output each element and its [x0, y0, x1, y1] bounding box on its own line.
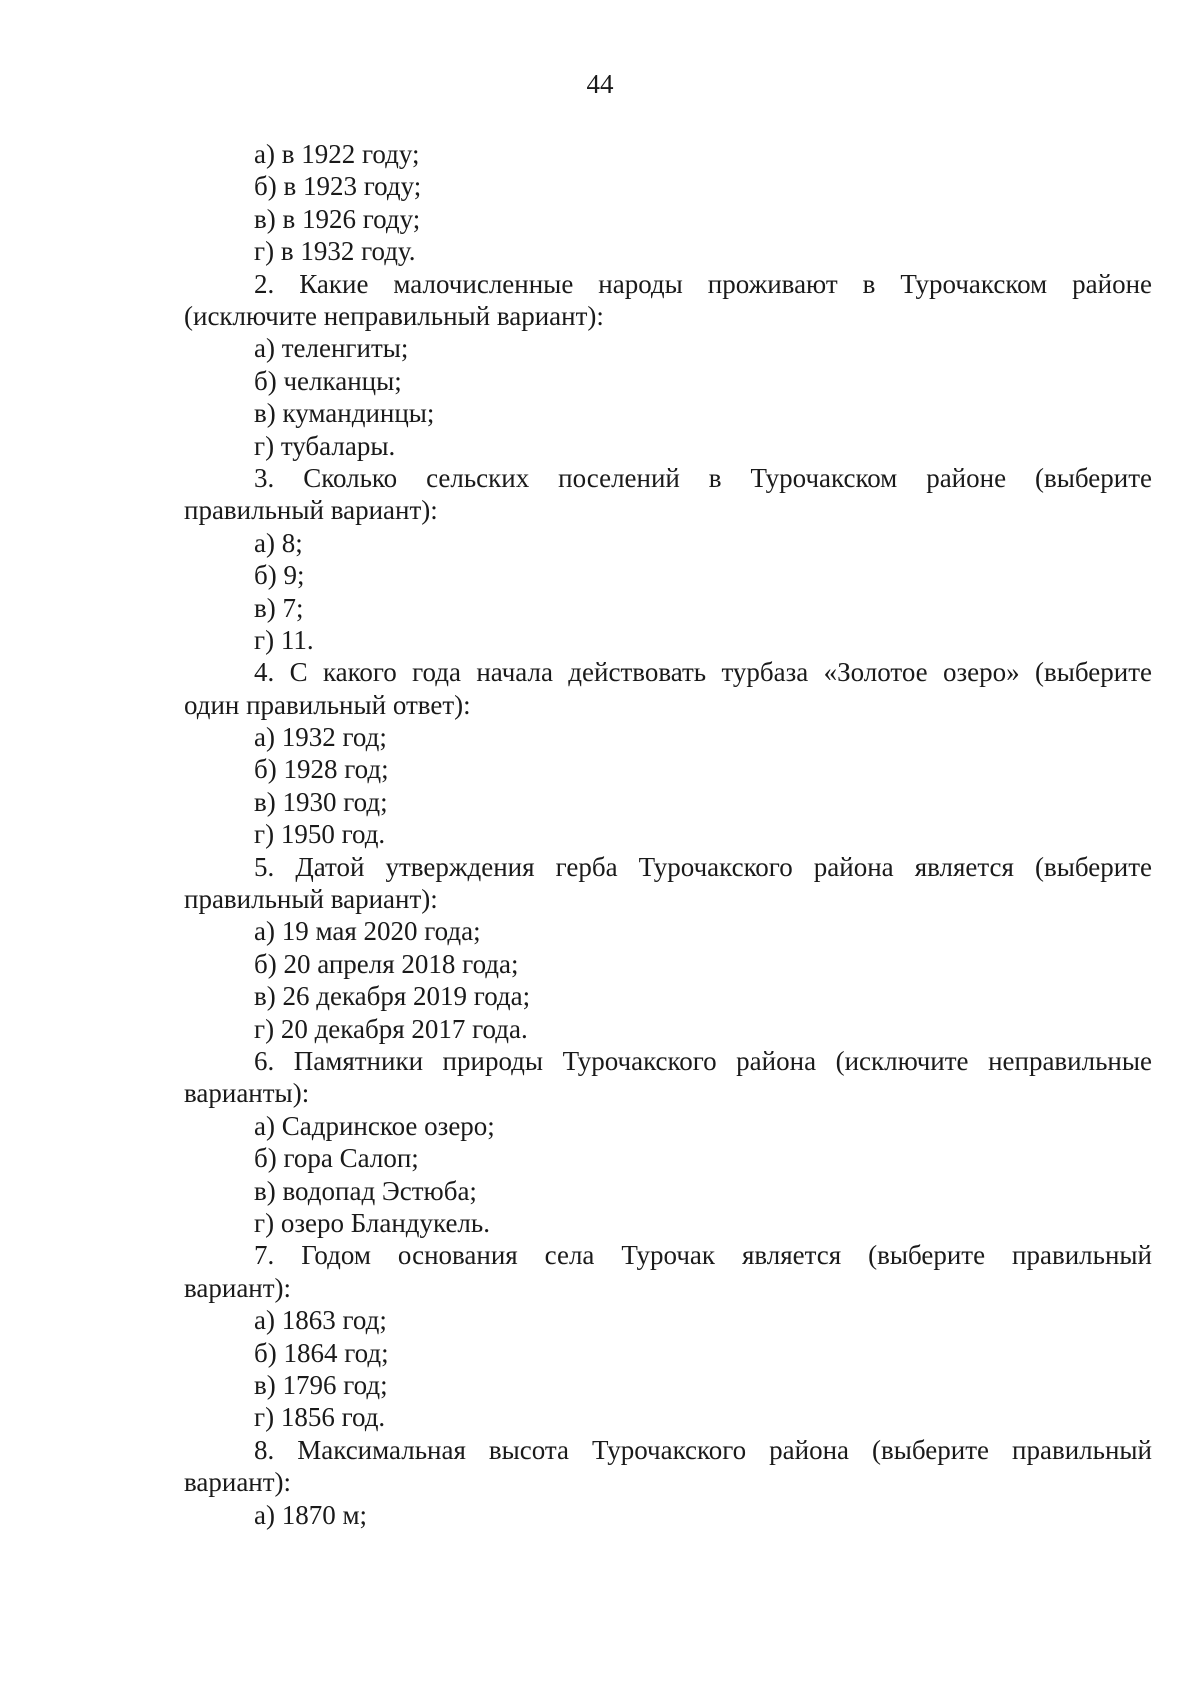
document-body	[184, 138, 1152, 1531]
q8-text-line2: вариант):	[184, 1467, 292, 1498]
q7-option-a: а) 1863 год;	[254, 1305, 387, 1336]
q2-text-line2: (исключите неправильный вариант):	[184, 300, 604, 331]
q5-option-g: г) 20 декабря 2017 года.	[254, 1013, 528, 1044]
q7-option-b: б) 1864 год;	[254, 1337, 389, 1368]
q2-option-a: а) теленгиты;	[254, 333, 409, 364]
q8-option-a: а) 1870 м;	[254, 1499, 368, 1530]
q2-option-v: в) кумандинцы;	[254, 398, 435, 429]
q4-option-g: г) 1950 год.	[254, 819, 386, 850]
q3-text-line2: правильный вариант):	[184, 495, 438, 526]
q5-option-b: б) 20 апреля 2018 года;	[254, 948, 519, 979]
q4-text-line2: один правильный ответ):	[184, 689, 471, 720]
q7-text-line1: 7. Годом основания села Турочак является (выберите правильный	[254, 1240, 1152, 1271]
q3-option-g: г) 11.	[254, 624, 314, 655]
q5-text-line2: правильный вариант):	[184, 884, 438, 915]
q3-text-line1: 3. Сколько сельских поселений в Турочакском районе (выберите	[254, 462, 1152, 493]
q6-option-b: б) гора Салоп;	[254, 1143, 419, 1174]
q1-option-a: а) в 1922 году;	[254, 139, 420, 169]
q6-option-v: в) водопад Эстюба;	[254, 1175, 477, 1206]
q4-option-a: а) 1932 год;	[254, 722, 387, 753]
q6-option-g: г) озеро Бландукель.	[254, 1207, 490, 1238]
q2-text-line1: 2. Какие малочисленные народы проживают в Турочакском районе	[254, 268, 1152, 299]
q5-option-v: в) 26 декабря 2019 года;	[254, 981, 531, 1012]
q7-option-g: г) 1856 год.	[254, 1402, 386, 1433]
q3-option-v: в) 7;	[254, 592, 304, 623]
q5-option-a: а) 19 мая 2020 года;	[254, 916, 481, 947]
q4-option-v: в) 1930 год;	[254, 786, 388, 817]
q1-option-b: б) в 1923 году;	[254, 171, 422, 202]
q4-text-line1: 4. С какого года начала действовать турбаза «Золотое озеро» (выберите	[254, 657, 1152, 688]
q2-option-b: б) челканцы;	[254, 365, 402, 396]
q7-text-line2: вариант):	[184, 1272, 292, 1303]
q5-text-line1: 5. Датой утверждения герба Турочакского района является (выберите	[254, 851, 1152, 882]
q6-option-a: а) Садринское озеро;	[254, 1110, 495, 1141]
q4-option-b: б) 1928 год;	[254, 754, 389, 785]
q3-option-a: а) 8;	[254, 527, 303, 558]
q1-option-v: в) в 1926 году;	[254, 203, 421, 234]
q7-option-v: в) 1796 год;	[254, 1369, 388, 1400]
q6-text-line1: 6. Памятники природы Турочакского района (исключите неправильные	[254, 1046, 1152, 1076]
q2-option-g: г) тубалары.	[254, 430, 396, 461]
q3-option-b: б) 9;	[254, 560, 305, 591]
page-number: 44	[586, 69, 614, 99]
q1-option-g: г) в 1932 году.	[254, 236, 416, 267]
q8-text-line1: 8. Максимальная высота Турочакского района (выберите правильный	[254, 1434, 1152, 1465]
q6-text-line2: варианты):	[184, 1078, 310, 1109]
